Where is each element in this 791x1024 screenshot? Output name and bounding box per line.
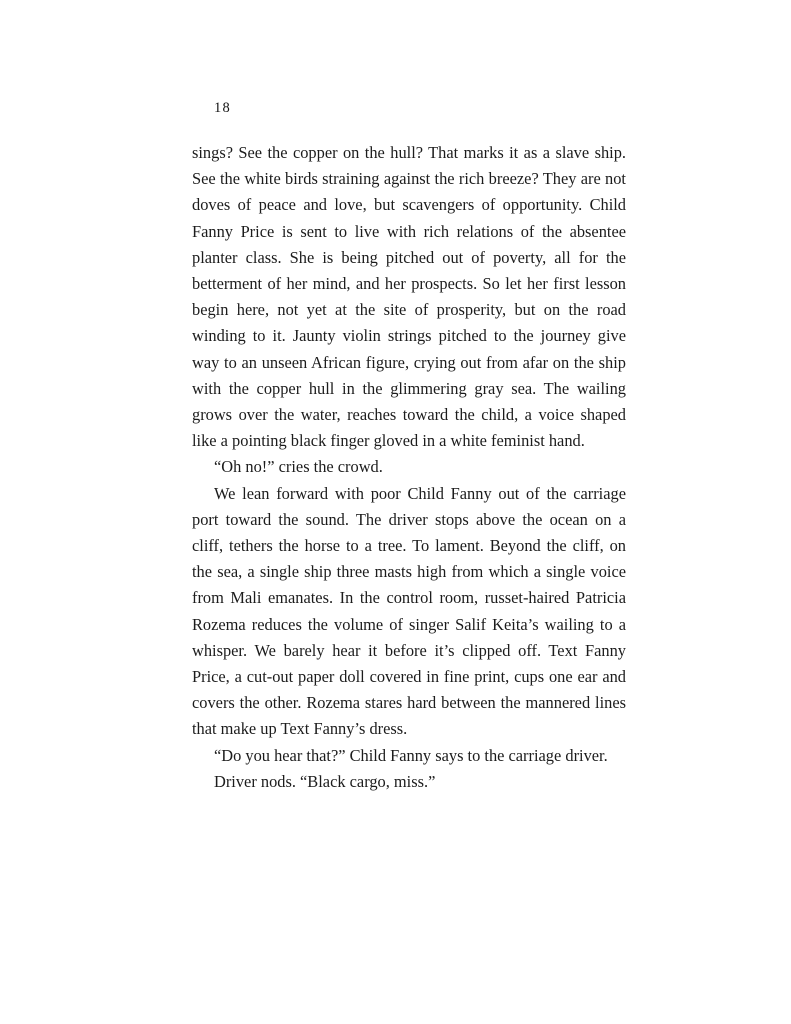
paragraph: “Oh no!” cries the crowd. — [214, 457, 383, 477]
body-text-column — [192, 140, 626, 795]
paragraph: “Do you hear that?” Child Fanny says to the carriage driver. — [214, 745, 608, 765]
paragraph: sings? See the copper on the hull? That marks it as a slave ship. See the white birds straining against the rich breeze? They are not doves of peace and love, but scavengers of opportunity. Child Fanny Price is sent to live with rich relations of the absentee planter class. She is being pitched out of poverty, all for the betterment of her mind, and her prospects. So let her first lesson begin here, not yet at the site of prosperity, but on the road winding to it. Jaunty violin strings pitched to the journey give way to an unseen African figure, crying out from afar on the ship with the copper hull in the glimmering gray sea. The wailing grows over the water, reaches toward the child, a voice shaped like a pointing black finger gloved in a white feminist hand. — [192, 143, 626, 451]
paragraph: Driver nods. “Black cargo, miss.” — [214, 771, 436, 791]
paragraph: We lean forward with poor Child Fanny out of the carriage port toward the sound. The driver stops above the ocean on a cliff, tethers the horse to a tree. To lament. Beyond the cliff, on the sea, a single ship three masts high from which a single voice from Mali emanates. In the control room, russet-haired Patricia Rozema reduces the volume of singer Salif Keita’s wailing to a whisper. We barely hear it before it’s clipped off. Text Fanny Price, a cut-out paper doll covered in fine print, cups one ear and covers the other. Rozema stares hard between the mannered lines that make up Text Fanny’s dress. — [192, 483, 626, 739]
page-number: 18 — [214, 100, 231, 116]
